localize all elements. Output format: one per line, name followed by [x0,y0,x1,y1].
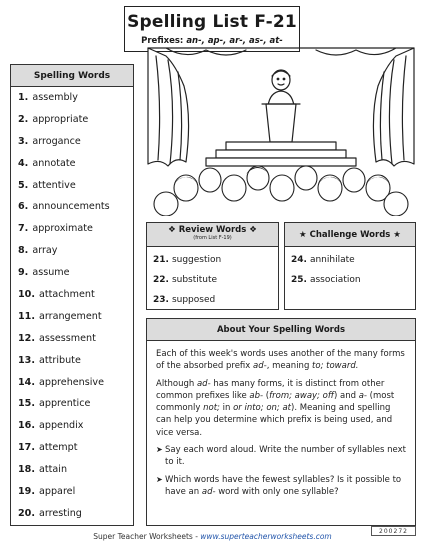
item-word: assembly [32,92,78,103]
item-number: 22. [153,275,169,285]
item-word: suggestion [171,255,222,265]
item-number: 14. [18,376,35,388]
list-item [11,350,133,372]
prefixes-line [125,36,299,46]
about-bullet-1: ➤ Say each word aloud. Write the number of syllables next to it. [156,445,406,468]
item-word: appropriate [32,113,89,125]
item-number: 24. [291,255,307,265]
item-number: 2. [18,113,29,125]
item-number: 5. [18,179,29,191]
item-word: arrangement [39,310,102,322]
list-item [11,153,133,175]
list-item [147,270,278,290]
item-number: 4. [18,157,29,169]
list-item [147,290,278,310]
footer-text: Super Teacher Worksheets - [93,532,201,541]
about-panel [146,318,416,526]
item-number: 17. [18,442,35,454]
item-number: 25. [291,275,307,285]
list-item [11,240,133,262]
assembly-illustration [146,46,416,216]
spelling-words-panel [10,64,134,526]
item-word: attain [39,464,68,476]
item-number: 7. [18,223,29,235]
item-word: association [309,275,361,285]
about-body [147,341,415,498]
list-item [11,284,133,306]
about-bullet-2: ➤ Which words have the fewest syllables? Is it possible to have an ad- word with only one syllable? [156,474,402,497]
podium [266,104,296,142]
list-item [11,87,133,109]
list-item [11,196,133,218]
item-number: 15. [18,398,35,410]
list-item [285,270,415,290]
item-word: attentive [32,179,76,191]
item-word: apprehensive [39,376,105,388]
item-word: substitute [171,275,218,285]
challenge-words-panel [284,222,416,310]
spelling-words-heading: Spelling Words [11,65,133,87]
item-word: attribute [39,354,81,366]
item-word: announcements [32,201,110,213]
item-number: 21. [153,255,169,265]
item-number: 12. [18,332,35,344]
arrow-bullet-icon: ➤ [156,445,163,455]
list-item [11,131,133,153]
item-word: array [32,245,58,257]
curtain-right [373,48,414,166]
about-heading: About Your Spelling Words [147,319,415,341]
list-item [11,109,133,131]
item-number: 16. [18,420,35,432]
prefixes-value: an-, ap-, ar-, as-, at- [186,36,283,46]
review-words-panel [146,222,279,310]
list-item [11,175,133,197]
item-number: 1. [18,92,29,103]
worksheet-code: 200272 [371,526,416,536]
list-item [11,218,133,240]
item-number: 19. [18,486,35,498]
curtain-valance [148,48,414,55]
review-words-heading: ❖ Review Words ❖ [168,225,257,235]
review-words-subheading: (from List F-19) [193,235,232,241]
list-item [11,503,133,525]
item-word: attachment [39,289,95,301]
list-item [285,250,415,270]
list-item [11,415,133,437]
list-item [11,328,133,350]
item-word: supposed [171,295,216,305]
footer [0,532,425,541]
page-title: Spelling List F-21 [127,12,297,32]
item-word: assessment [39,332,96,344]
prefixes-label: Prefixes: [141,36,184,46]
item-word: arrogance [32,135,81,147]
list-item [11,306,133,328]
about-paragraph-2: Although ad- has many forms, it is distinct from other common prefixes like ab- (from; away; off) and a- (most commonly not; in or into; on; at). Meaning and spelling can help you determine which prefix is being used, and vice versa. [156,378,395,438]
arrow-bullet-icon: ➤ [156,474,163,484]
footer-link[interactable]: www.superteacherworksheets.com [200,532,332,541]
list-item [11,481,133,503]
item-number: 9. [18,267,29,279]
audience [154,166,408,216]
item-number: 3. [18,135,29,147]
review-words-header [147,223,278,247]
list-item [11,437,133,459]
spelling-words-list [11,87,133,525]
challenge-words-list [285,247,415,290]
item-number: 10. [18,289,35,301]
item-number: 6. [18,201,29,213]
review-words-list [147,247,278,310]
list-item [11,459,133,481]
item-number: 23. [153,295,169,305]
item-word: assume [32,267,70,279]
list-item [147,250,278,270]
item-number: 20. [18,507,35,519]
list-item [11,372,133,394]
item-number: 13. [18,354,35,366]
item-word: approximate [32,223,93,235]
item-word: annotate [32,157,76,169]
about-paragraph-1: Each of this week's words uses another of the many forms of the absorbed prefix ad-, meaning to; toward. [156,349,405,372]
challenge-words-heading: ★ Challenge Words ★ [285,223,415,247]
item-word: annihilate [309,255,355,265]
item-number: 8. [18,245,29,257]
item-word: arresting [39,507,82,519]
item-word: attempt [39,442,78,454]
curtain-left [148,48,189,166]
list-item [11,262,133,284]
list-item [11,393,133,415]
item-word: appendix [39,420,84,432]
item-number: 11. [18,310,35,322]
item-word: apparel [39,486,76,498]
item-word: apprentice [39,398,91,410]
item-number: 18. [18,464,35,476]
